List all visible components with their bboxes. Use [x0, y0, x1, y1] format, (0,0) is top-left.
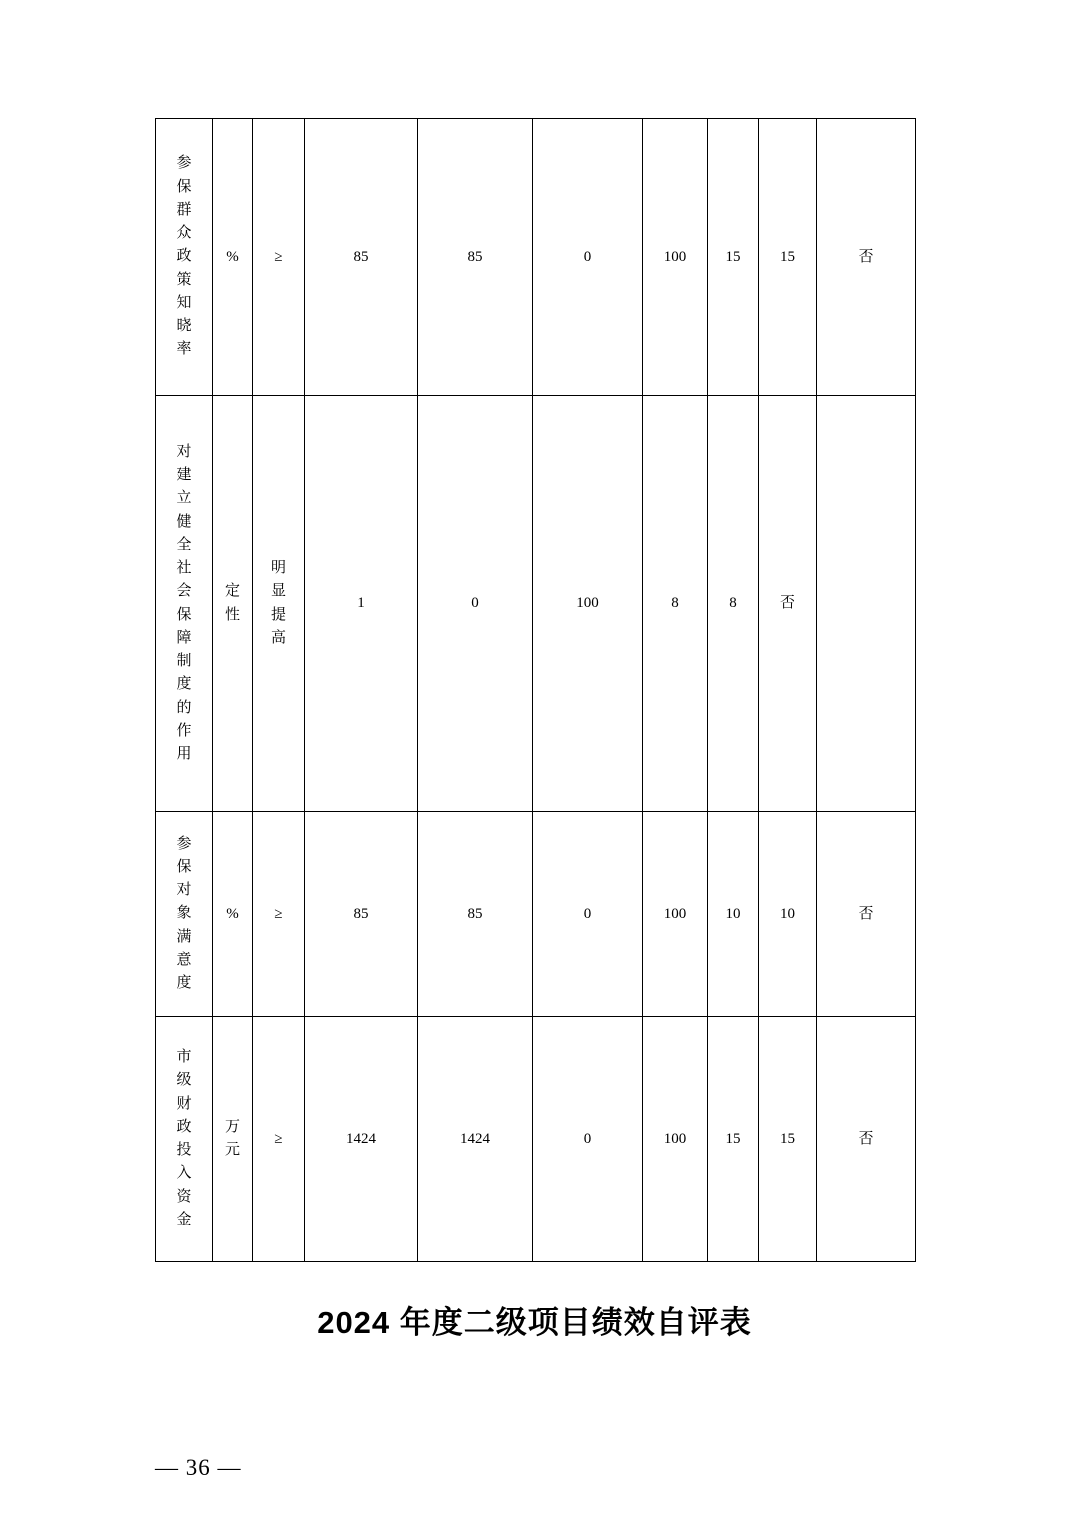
cell-flag	[817, 812, 916, 1017]
cell-score	[759, 1017, 817, 1262]
cell-score	[759, 119, 817, 396]
cell-symbol	[253, 812, 305, 1017]
cell-score	[759, 396, 817, 812]
cell-deviation	[533, 119, 643, 396]
cell-unit	[213, 396, 253, 812]
actual-value: 0	[471, 595, 479, 612]
completion-value: 8	[671, 595, 679, 612]
completion-value: 100	[663, 905, 687, 922]
indicator-text: 参保对象满意度	[176, 835, 192, 992]
page-title: 2024 年度二级项目绩效自评表	[317, 1305, 752, 1340]
unit-text: 定性	[225, 583, 241, 623]
score-value: 15	[780, 1130, 795, 1147]
cell-target	[305, 119, 418, 396]
table-row	[156, 1017, 916, 1262]
completion-value: 100	[663, 248, 687, 265]
target-value: 1	[357, 595, 365, 612]
table-row	[156, 812, 916, 1017]
cell-actual	[418, 396, 533, 812]
cell-completion	[643, 119, 708, 396]
cell-actual	[418, 812, 533, 1017]
cell-weight	[708, 812, 759, 1017]
flag-value: 否	[858, 248, 874, 265]
actual-value: 85	[467, 248, 483, 265]
cell-weight	[708, 396, 759, 812]
actual-value: 1424	[460, 1130, 490, 1147]
cell-completion	[643, 1017, 708, 1262]
flag-value: 否	[858, 905, 874, 922]
cell-target	[305, 1017, 418, 1262]
unit-text: %	[226, 248, 239, 265]
deviation-value: 0	[583, 1130, 592, 1147]
deviation-value: 0	[583, 248, 592, 265]
table-row	[156, 396, 916, 812]
cell-flag	[817, 1017, 916, 1262]
cell-symbol	[253, 119, 305, 396]
cell-target	[305, 396, 418, 812]
cell-completion	[643, 396, 708, 812]
cell-indicator	[156, 396, 213, 812]
cell-completion	[643, 812, 708, 1017]
cell-weight	[708, 119, 759, 396]
weight-value: 10	[725, 905, 741, 922]
unit-text: %	[226, 905, 239, 922]
flag-value: 否	[858, 1130, 874, 1147]
symbol-text: ≥	[274, 905, 283, 922]
unit-text: 万元	[225, 1118, 241, 1158]
indicator-text: 参保群众政策知晓率	[176, 155, 192, 358]
cell-actual	[418, 1017, 533, 1262]
cell-flag	[817, 396, 916, 812]
completion-value: 100	[663, 1130, 687, 1147]
cell-unit	[213, 812, 253, 1017]
symbol-text: 明显提高	[271, 560, 287, 646]
indicator-text: 对建立健全社会保障制度的作用	[176, 443, 192, 762]
cell-score	[759, 812, 817, 1017]
cell-symbol	[253, 1017, 305, 1262]
score-value: 15	[780, 248, 795, 265]
cell-deviation	[533, 396, 643, 812]
cell-deviation	[533, 1017, 643, 1262]
score-value: 否	[779, 595, 795, 612]
cell-flag	[817, 119, 916, 396]
target-value: 85	[353, 248, 369, 265]
cell-indicator	[156, 119, 213, 396]
deviation-value: 0	[583, 905, 592, 922]
cell-actual	[418, 119, 533, 396]
target-value: 85	[353, 905, 369, 922]
indicator-text: 市级财政投入资金	[176, 1049, 192, 1228]
symbol-text: ≥	[274, 1130, 283, 1147]
weight-value: 15	[725, 248, 741, 265]
cell-deviation	[533, 812, 643, 1017]
deviation-value: 100	[576, 595, 599, 612]
table-row	[156, 119, 916, 396]
actual-value: 85	[467, 905, 483, 922]
cell-weight	[708, 1017, 759, 1262]
cell-symbol	[253, 396, 305, 812]
symbol-text: ≥	[274, 248, 283, 265]
score-value: 10	[780, 905, 795, 922]
page-number: — 36 —	[155, 1455, 242, 1480]
cell-indicator	[156, 812, 213, 1017]
cell-indicator	[156, 1017, 213, 1262]
performance-table	[155, 118, 916, 1262]
target-value: 1424	[346, 1130, 376, 1147]
cell-unit	[213, 119, 253, 396]
cell-target	[305, 812, 418, 1017]
cell-unit	[213, 1017, 253, 1262]
weight-value: 15	[725, 1130, 741, 1147]
weight-value: 8	[729, 595, 737, 612]
